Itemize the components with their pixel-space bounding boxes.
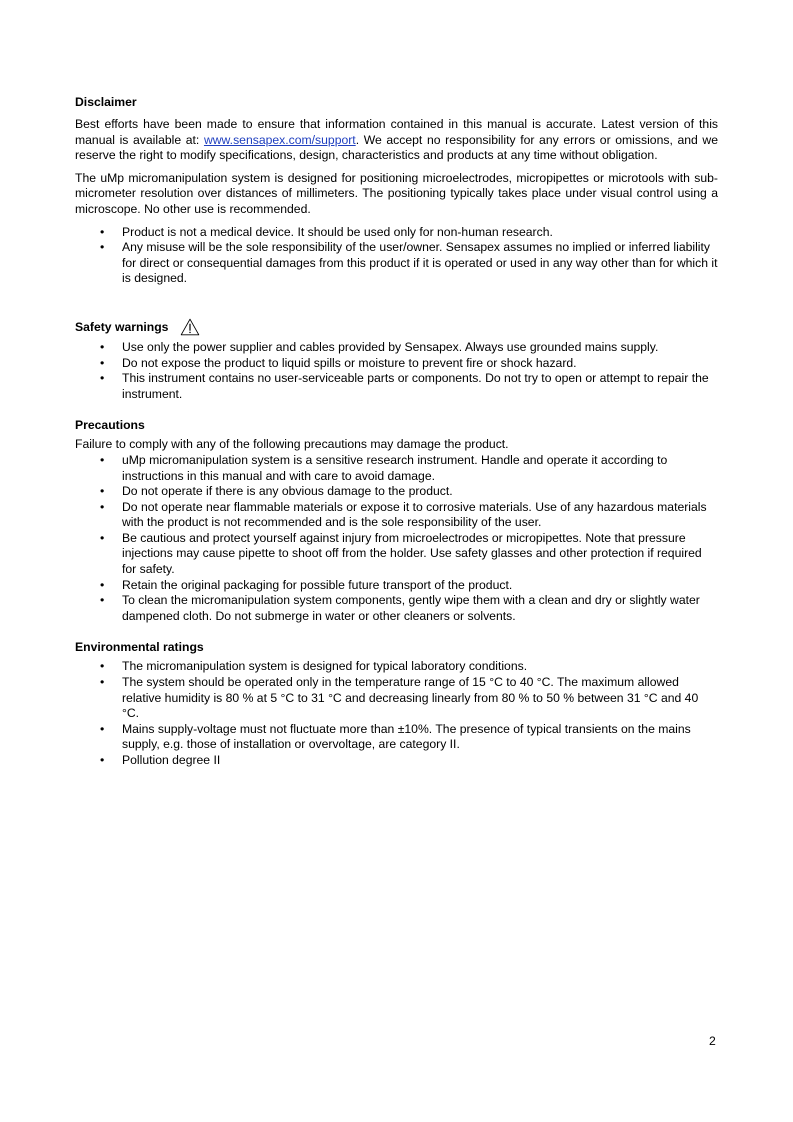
disclaimer-text-before-link: Best efforts have been made to ensure that information contained in this manual is accurate. Latest version of this manual is available at: (75, 117, 718, 147)
disclaimer-heading: Disclaimer (75, 95, 137, 109)
list-item: • The system should be operated only in the temperature range of 15 °C to 40 °C. The maximum allowed relative humidity is 80 % at 5 °C to 31 °C and decreasing linearly from 80 % to 50 % between 31 °C and 40 °C. (75, 675, 718, 722)
safety-list (75, 340, 718, 402)
list-item: • Use only the power supplier and cables provided by Sensapex. Always use grounded mains supply. (75, 340, 718, 356)
disclaimer-text-after-link: . We accept no responsibility for any errors or omissions, and we reserve the right to modify specifications, design, characteristics and products at any time without obligation. (75, 132, 718, 163)
support-link[interactable]: www.sensapex.com/support (203, 132, 356, 147)
list-item: • Pollution degree II (75, 753, 718, 769)
precautions-section (75, 417, 718, 624)
precautions-list (75, 453, 718, 625)
list-item: • To clean the micromanipulation system components, gently wipe them with a clean and dry or slightly water dampened cloth. Do not submerge in water or other cleaners or solvents. (75, 593, 718, 624)
list-item: • Be cautious and protect yourself against injury from microelectrodes or micropipettes. Note that pressure injections may cause pipette to shoot off from the holder. Use safety glasses and other protection if required for safety. (75, 531, 718, 578)
list-item: • Any misuse will be the sole responsibility of the user/owner. Sensapex assumes no implied or inferred liability for direct or consequential damages from this product if it is operated or used in any way other than for which it is designed. (75, 240, 718, 287)
document-page (75, 94, 718, 769)
disclaimer-section (75, 94, 718, 287)
list-item: • Do not operate near flammable materials or expose it to corrosive materials. Use of any hazardous materials with the product is not recommended and is the sole responsibility of the user. (75, 500, 718, 531)
page-number: 2 (709, 1034, 716, 1048)
safety-section (75, 318, 718, 402)
environment-heading: Environmental ratings (75, 640, 204, 655)
list-item: • Retain the original packaging for possible future transport of the product. (75, 578, 718, 594)
precautions-intro: Failure to comply with any of the following precautions may damage the product. (75, 437, 509, 452)
list-item: • Do not operate if there is any obvious damage to the product. (75, 484, 718, 500)
precautions-heading: Precautions (75, 418, 145, 433)
list-item: • Do not expose the product to liquid spills or moisture to prevent fire or shock hazard. (75, 356, 718, 372)
environment-section (75, 639, 718, 768)
list-item: • Mains supply-voltage must not fluctuate more than ±10%. The presence of typical transients on the mains supply, e.g. those of installation or overvoltage, are category II. (75, 722, 718, 753)
environment-list (75, 659, 718, 768)
list-item: • This instrument contains no user-serviceable parts or components. Do not try to open or attempt to repair the instrument. (75, 371, 718, 402)
disclaimer-list (75, 225, 718, 287)
warning-triangle-icon (180, 318, 200, 336)
list-item: • Product is not a medical device. It should be used only for non-human research. (75, 225, 718, 241)
safety-heading: Safety warnings (75, 319, 169, 334)
safety-heading-row (75, 318, 718, 336)
list-item: • uMp micromanipulation system is a sensitive research instrument. Handle and operate it according to instructions in this manual and with care to avoid damage. (75, 453, 718, 484)
disclaimer-paragraph-2: The uMp micromanipulation system is designed for positioning microelectrodes, micropipettes or microtools with sub-micrometer resolution over distances of millimeters. The positioning typically takes place under visual control using a microscope. No other use is recommended. (75, 170, 718, 216)
list-item: • The micromanipulation system is designed for typical laboratory conditions. (75, 659, 718, 675)
disclaimer-paragraph-1 (75, 117, 718, 164)
